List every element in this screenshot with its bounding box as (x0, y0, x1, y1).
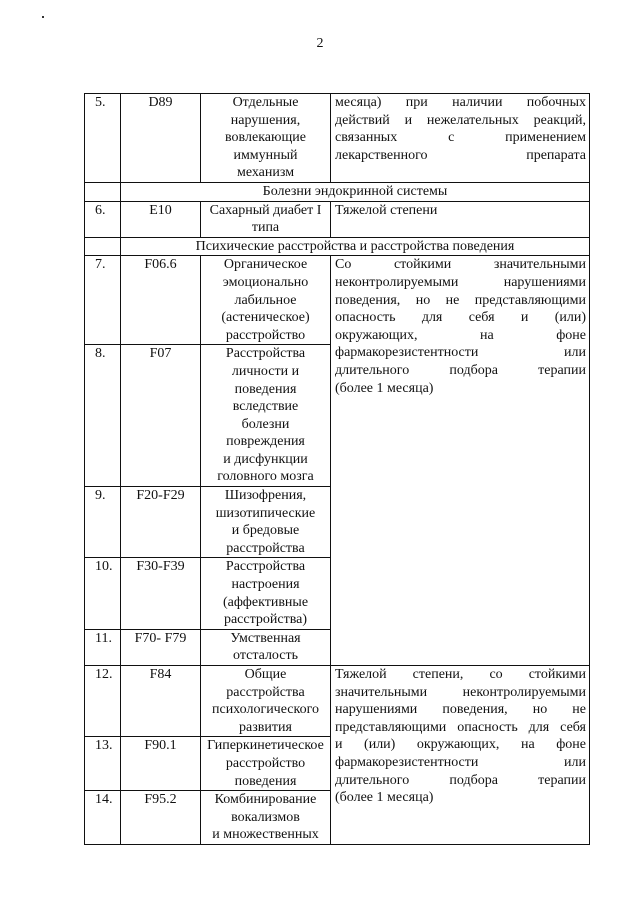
section-title-endocrine: Болезни эндокринной системы (121, 182, 590, 201)
condition-description: месяца) при наличии побочных действий и нежелательных реакций, связанных с применением лекарственного препарата (331, 94, 590, 183)
row-number: 12. (85, 666, 121, 737)
scan-dot (42, 16, 44, 18)
icd-code: F30-F39 (121, 558, 201, 629)
disease-table (84, 93, 590, 845)
disease-name: Расстройства личности и поведения вследствие болезни повреждения и дисфункции головного мозга (201, 345, 331, 487)
row-number: 7. (85, 256, 121, 345)
section-title-mental: Психические расстройства и расстройства поведения (121, 237, 590, 256)
section-row (85, 182, 590, 201)
disease-name: Отдельные нарушения, вовлекающие иммунный механизм (201, 94, 331, 183)
icd-code: F07 (121, 345, 201, 487)
disease-name: Умственная отсталость (201, 629, 331, 665)
disease-name: Сахарный диабет I типа (201, 201, 331, 237)
row-number: 10. (85, 558, 121, 629)
disease-name: Шизофрения, шизотипические и бредовые расстройства (201, 487, 331, 558)
table-row (85, 201, 590, 237)
icd-code: F06.6 (121, 256, 201, 345)
icd-code: D89 (121, 94, 201, 183)
icd-code: E10 (121, 201, 201, 237)
icd-code: F95.2 (121, 791, 201, 845)
table-row (85, 94, 590, 183)
row-number: 11. (85, 629, 121, 665)
row-number: 13. (85, 737, 121, 791)
table-row (85, 256, 590, 345)
disease-name: Гиперкинетическое расстройство поведения (201, 737, 331, 791)
condition-description: Тяжелой степени (331, 201, 590, 237)
disease-name: Общие расстройства психологического развития (201, 666, 331, 737)
icd-code: F20-F29 (121, 487, 201, 558)
row-number: 6. (85, 201, 121, 237)
disease-name: Расстройства настроения (аффективные расстройства) (201, 558, 331, 629)
row-number: 5. (85, 94, 121, 183)
icd-code: F84 (121, 666, 201, 737)
icd-code: F70- F79 (121, 629, 201, 665)
row-number: 9. (85, 487, 121, 558)
page-number: 2 (316, 36, 324, 51)
disease-name: Комбинирование вокализмов и множественных (201, 791, 331, 845)
disease-name: Органическое эмоционально лабильное (астеническое) расстройство (201, 256, 331, 345)
icd-code: F90.1 (121, 737, 201, 791)
section-row (85, 237, 590, 256)
row-number: 14. (85, 791, 121, 845)
table-row (85, 666, 590, 737)
row-number: 8. (85, 345, 121, 487)
condition-description-group1: Со стойкими значительными неконтролируемыми нарушениями поведения, но не представляющими опасность для себя и (или) окружающих, на фоне фармакорезистентности или длительного подбора терапии (более 1 месяца) (331, 256, 590, 666)
condition-description-group2: Тяжелой степени, со стойкими значительными неконтролируемыми нарушениями поведения, но не представляющими опасность для себя и (или) окружающих, на фоне фармакорезистентности или длительного подбора терапии (более 1 месяца) (331, 666, 590, 845)
